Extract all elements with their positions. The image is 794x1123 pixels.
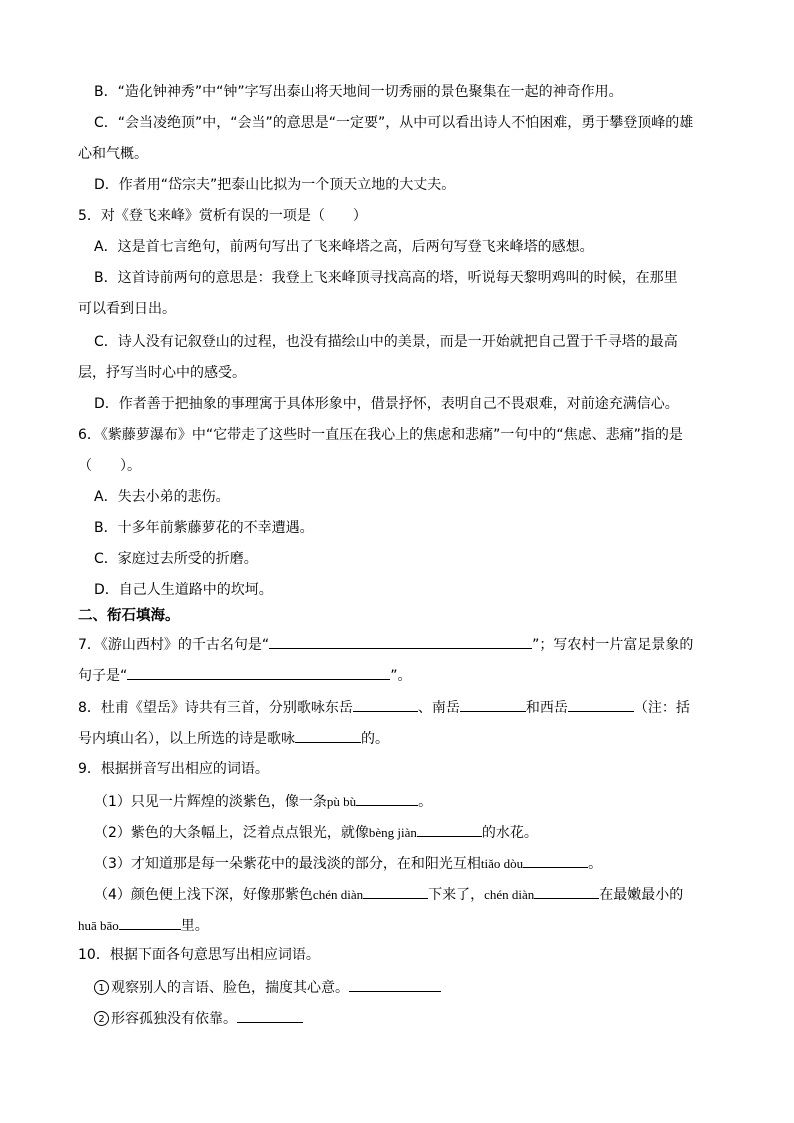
q10-item-2-number: 2 <box>94 1011 109 1026</box>
q9-sub-3-blank[interactable] <box>523 853 588 868</box>
q8-text-2: 、南岳 <box>417 700 460 716</box>
q9-sub-3-pinyin: tiǎo dòu <box>480 856 524 871</box>
q9-sub-1-blank[interactable] <box>356 791 418 806</box>
q9-sub-4-line1 <box>94 884 683 904</box>
q10-item-2-text: 形容孤独没有依靠。 <box>111 1011 237 1027</box>
q10-item-1 <box>94 977 441 997</box>
q9-sub-4-pinyin-2: chén diàn <box>484 887 535 902</box>
q8-text-6: 的。 <box>361 731 389 747</box>
q10-stem: 10．根据下面各句意思写出相应词语。 <box>78 947 320 963</box>
q6-option-a: A．失去小弟的悲伤。 <box>94 489 230 505</box>
q4-option-c-line2: 心和气概。 <box>78 146 148 162</box>
q8-line1 <box>78 697 690 717</box>
q5-option-b-line2: 可以看到日出。 <box>78 301 176 317</box>
q8-text-3: 和西岳 <box>525 700 568 716</box>
q5-option-c-line1: C．诗人没有记叙登山的过程，也没有描绘山中的美景，而是一开始就把自己置于千寻塔的最高 <box>94 334 678 350</box>
q5-stem: 5．对《登飞来峰》赏析有误的一项是（ ） <box>78 208 367 224</box>
q8-blank-east[interactable] <box>353 697 418 712</box>
q9-sub-2-pinyin: bèng jiàn <box>368 825 417 840</box>
q7-text-1: 7．《游山西村》的千古名句是“ <box>78 637 270 653</box>
q6-option-d: D．自己人生道路中的坎坷。 <box>94 582 273 598</box>
q8-text-5: 号内填山名），以上所选的诗是歌咏 <box>78 731 295 747</box>
q10-item-1-blank[interactable] <box>349 977 441 992</box>
q9-sub-4-end: 里。 <box>180 918 209 934</box>
q9-sub-4-pinyin-1: chén diàn <box>312 887 364 902</box>
q9-sub-3-text: （3）才知道那是每一朵紫花中的最浅淡的部分，在和阳光互相 <box>94 856 481 872</box>
q4-option-b: B．“造化钟神秀”中“钟”字写出泰山将天地间一切秀丽的景色聚集在一起的神奇作用。 <box>94 84 623 100</box>
q8-text-4: （注：括 <box>633 700 690 716</box>
q10-item-1-text: 观察别人的言语、脸色，揣度其心意。 <box>111 980 349 996</box>
q9-sub-4-blank-1[interactable] <box>363 884 428 899</box>
q5-option-c-line2: 层，抒写当时心中的感受。 <box>78 365 246 381</box>
q5-option-b-line1: B．这首诗前两句的意思是：我登上飞来峰顶寻找高高的塔，听说每天黎明鸡叫的时候，在那里 <box>94 270 678 286</box>
q9-sub-2-text: （2）紫色的大条幅上，泛着点点银光，就像 <box>94 825 369 841</box>
q5-option-a: A．这是首七言绝句，前两句写出了飞来峰塔之高，后两句写登飞来峰塔的感想。 <box>94 239 594 255</box>
q8-text-1: 8．杜甫《望岳》诗共有三首，分别歌咏东岳 <box>78 700 353 716</box>
q4-option-c-line1: C．“会当凌绝顶”中，“会当”的意思是“一定要”，从中可以看出诗人不怕困难，勇于攀登顶峰的雄 <box>94 115 694 131</box>
q8-line2 <box>78 728 389 748</box>
q9-sub-4-text-c: 在最嫩最小的 <box>599 887 684 903</box>
q6-stem-line1: 6．《紫藤萝瀑布》中“它带走了这些时一直压在我心上的焦虑和悲痛”一句中的“焦虑、悲痛”指的是 <box>78 427 683 443</box>
q8-blank-answer[interactable] <box>295 728 361 743</box>
q9-sub-2-blank[interactable] <box>417 822 482 837</box>
q10-item-2-blank[interactable] <box>237 1008 303 1023</box>
q7-text-2: ”；写农村一片富足景象的 <box>532 637 694 653</box>
q9-sub-2-end: 的水花。 <box>481 825 538 841</box>
q9-sub-1 <box>94 791 432 811</box>
q7-blank-2[interactable] <box>127 665 390 680</box>
q9-sub-3-end: 。 <box>588 856 603 872</box>
q6-option-c: C．家庭过去所受的折磨。 <box>94 551 258 567</box>
q7-line1 <box>78 634 693 654</box>
q4-option-d: D．作者用“岱宗夫”把泰山比拟为一个顶天立地的大丈夫。 <box>94 177 456 193</box>
q9-sub-4-text-a: （4）颜色便上浅下深，好像那紫色 <box>94 887 313 903</box>
q7-text-4: ”。 <box>390 668 412 684</box>
q9-sub-4-blank-3[interactable] <box>119 915 181 930</box>
q5-option-d: D．作者善于把抽象的事理寓于具体形象中，借景抒怀，表明自己不畏艰难，对前途充满信心。 <box>94 396 679 412</box>
q6-option-b: B．十多年前紫藤萝花的不幸遭遇。 <box>94 520 314 536</box>
q9-sub-4-text-b: 下来了， <box>428 887 485 903</box>
q9-sub-1-pinyin: pù bù <box>326 794 357 809</box>
q10-item-1-number: 1 <box>94 980 109 995</box>
q7-line2 <box>78 665 412 685</box>
q9-sub-4-pinyin-3: huā bāo <box>78 918 119 933</box>
q10-item-2 <box>94 1008 303 1028</box>
section-heading: 二、衔石填海。 <box>78 608 180 624</box>
q9-sub-3 <box>94 853 602 873</box>
q8-blank-west[interactable] <box>568 697 634 712</box>
q9-sub-4-line2 <box>78 915 209 935</box>
q9-sub-2 <box>94 822 538 842</box>
q8-blank-south[interactable] <box>460 697 526 712</box>
q7-blank-1[interactable] <box>269 634 532 649</box>
q6-stem-line2: （ ）。 <box>78 458 141 474</box>
q9-stem: 9．根据拼音写出相应的词语。 <box>78 761 269 777</box>
q9-sub-1-end: 。 <box>418 794 433 810</box>
q7-text-3: 句子是“ <box>78 668 128 684</box>
q9-sub-4-blank-2[interactable] <box>534 884 599 899</box>
q9-sub-1-text: （1）只见一片辉煌的淡紫色，像一条 <box>94 794 327 810</box>
